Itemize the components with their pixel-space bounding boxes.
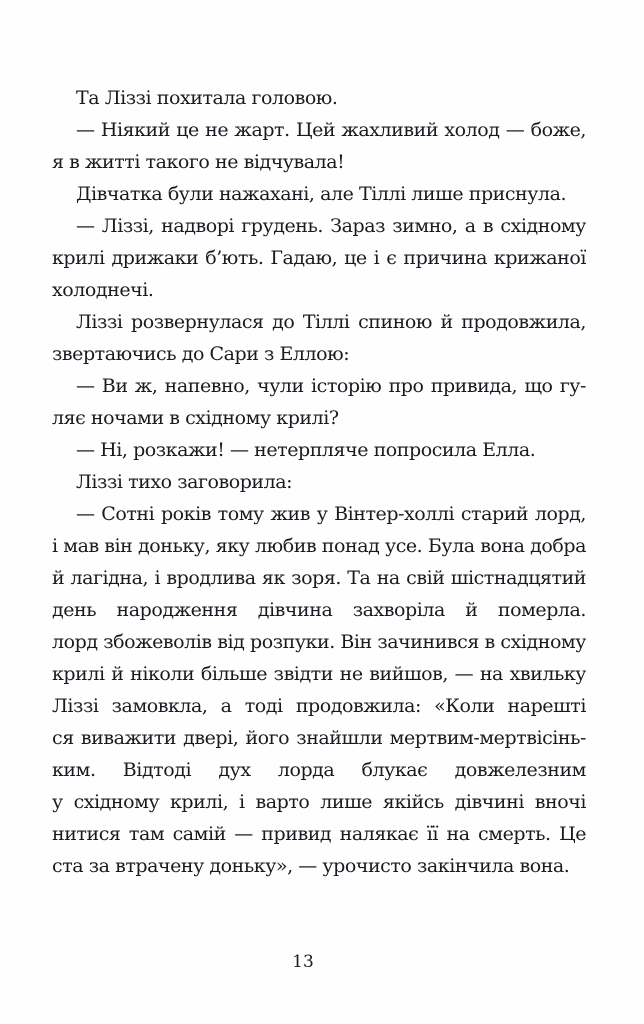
text-line: Ліззі розвернулася до Тіллі спиною й продовжила, [76, 311, 586, 333]
text-line: нитися там самій — привид налякає її на смерть. Це [52, 823, 586, 845]
text-line: я в житті такого не відчувала! [52, 151, 345, 173]
text-line: холоднечі. [52, 279, 154, 301]
page-number: 13 [292, 952, 314, 972]
text-line: ся виважити двері, його знайшли мертвим-мертвісінь- [52, 727, 586, 749]
body-text [52, 82, 586, 882]
text-line: лорд збожеволів від розпуки. Він зачинився в східному [52, 631, 586, 653]
text-line: — Сотні років тому жив у Вінтер-холлі старий лорд, [76, 503, 586, 525]
text-line: Дівчатка були нажахані, але Тіллі лише приснула. [76, 183, 567, 205]
text-line: Ліззі тихо заговорила: [76, 471, 293, 493]
text-line: ста за втрачену доньку», — урочисто закінчила вона. [52, 855, 570, 877]
text-line: Та Ліззі похитала головою. [76, 87, 338, 109]
text-line: — Ніякий це не жарт. Цей жахливий холод — боже, [76, 119, 586, 141]
text-line: звертаючись до Сари з Еллою: [52, 343, 350, 365]
text-line: і мав він доньку, яку любив понад усе. Була вона добра [52, 535, 586, 557]
text-line: ляє ночами в східному крилі? [52, 407, 339, 429]
text-line: — Ні, розкажи! — нетерпляче попросила Елла. [76, 439, 536, 461]
text-line: крилі й ніколи більше звідти не вийшов, — на хвильку [52, 663, 586, 685]
text-line: крилі дрижаки б’ють. Гадаю, це і є причина крижаної [52, 247, 586, 269]
text-line: Ліззі замовкла, а тоді продовжила: «Коли нарешті [52, 695, 586, 717]
text-line: — Ви ж, напевно, чули історію про привида, що гу- [76, 375, 586, 397]
text-line: й лагідна, і вродлива як зоря. Та на свій шістнадцятий [52, 567, 586, 589]
text-line: день народження дівчина захворіла й померла. [52, 599, 586, 621]
text-line: ким. Відтоді дух лорда блукає довжелезним [52, 759, 586, 781]
text-line: у східному крилі, і варто лише якійсь дівчині вночі [52, 791, 586, 813]
text-line: — Ліззі, надворі грудень. Зараз зимно, а в східному [76, 215, 586, 237]
